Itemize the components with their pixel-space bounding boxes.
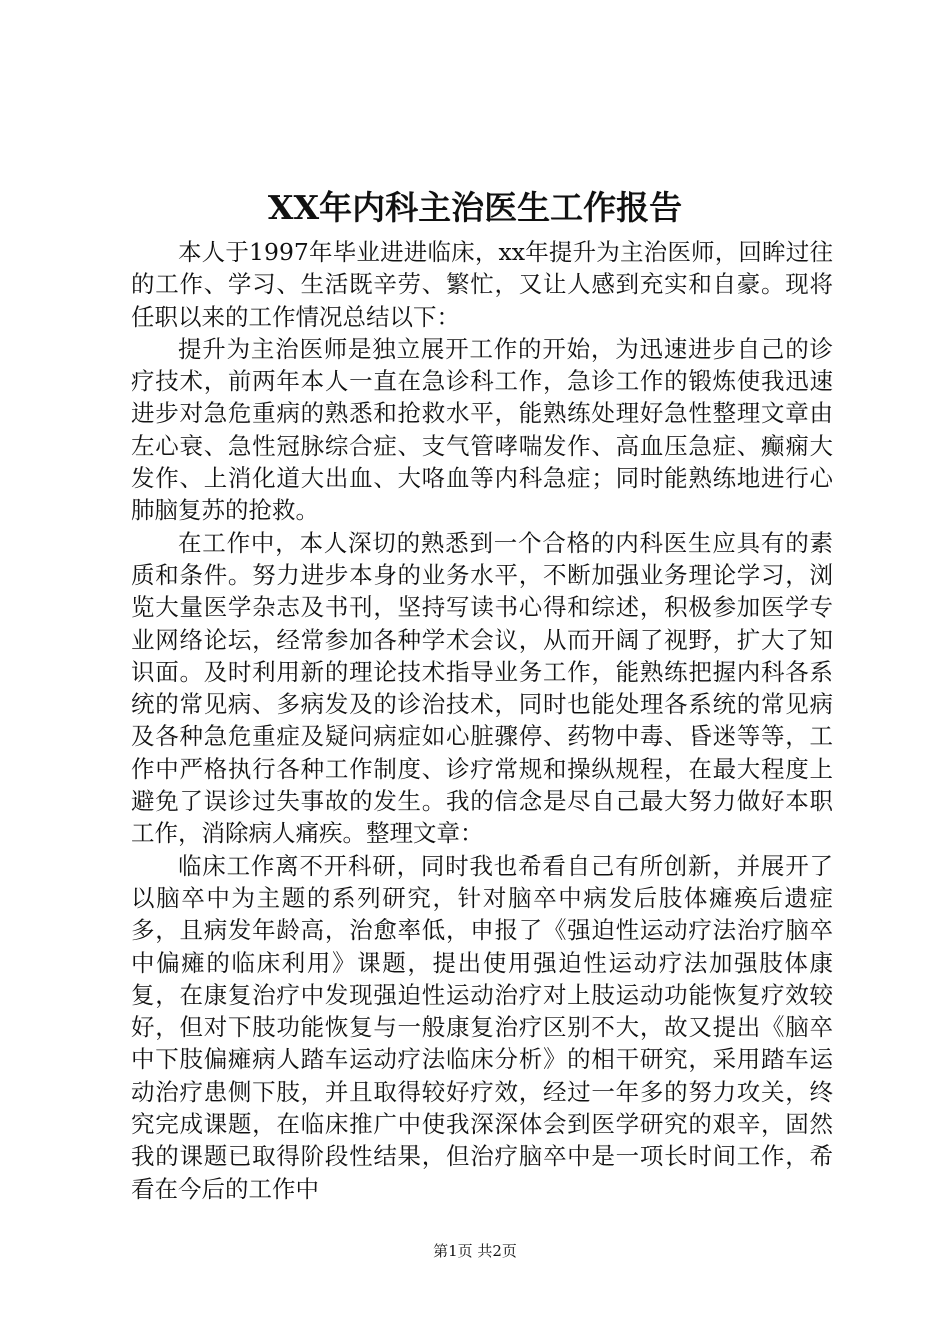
paragraph-research: 临床工作离不开科研，同时我也希看自己有所创新，并展开了以脑卒中为主题的系列研究，针对脑卒中病发后肢体瘫痪后遗症多，且病发年龄高，治愈率低，申报了《强迫性运动疗法治疗脑卒中偏瘫的临床利用》课题，提出使用强迫性运动疗法加强肢体康复，在康复治疗中发现强迫性运动治疗对上肢运动功能恢复疗效较好，但对下肢功能恢复与一般康复治疗区别不大，故又提出《脑卒中下肢偏瘫病人踏车运动疗法临床分析》的相干研究，采用踏车运动治疗患侧下肢，并且取得较好疗效，经过一年多的努力攻关，终究完成课题，在临床推广中使我深深体会到医学研究的艰辛，固然我的课题已取得阶段性结果，但治疗脑卒中是一项长时间工作，希看在今后的工作中 [131, 851, 833, 1203]
page-number-footer: 第1页 共2页 [433, 1242, 517, 1260]
document-body [131, 236, 833, 1205]
paragraph-work: 在工作中，本人深切的熟悉到一个合格的内科医生应具有的素质和条件。努力进步本身的业务水平，不断加强业务理论学习，浏览大量医学杂志及书刊，坚持写读书心得和综述，积极参加医学专业网络论坛，经常参加各种学术会议，从而开阔了视野，扩大了知识面。及时利用新的理论技术指导业务工作，能熟练把握内科各系统的常见病、多病发及的诊治技术，同时也能处理各系统的常见病及各种急危重症及疑问病症如心脏骤停、药物中毒、昏迷等等，工作中严格执行各种工作制度、诊疗常规和操纵规程，在最大程度上避免了误诊过失事故的发生。我的信念是尽自己最大努力做好本职工作，消除病人痛疾。整理文章： [131, 528, 833, 848]
paragraph-intro: 本人于1997年毕业进进临床，xx年提升为主治医师，回眸过往的工作、学习、生活既辛劳、繁忙，又让人感到充实和自豪。现将任职以来的工作情况总结以下： [131, 238, 833, 331]
document-title: XX年内科主治医生工作报告 [267, 188, 683, 227]
paragraph-promotion: 提升为主治医师是独立展开工作的开始，为迅速进步自己的诊疗技术，前两年本人一直在急诊科工作，急诊工作的锻炼使我迅速进步对急危重病的熟悉和抢救水平，能熟练处理好急性整理文章由左心衰、急性冠脉综合症、支气管哮喘发作、高血压急症、癫痫大发作、上消化道大出血、大咯血等内科急症；同时能熟练地进行心肺脑复苏的抢救。 [131, 334, 833, 525]
